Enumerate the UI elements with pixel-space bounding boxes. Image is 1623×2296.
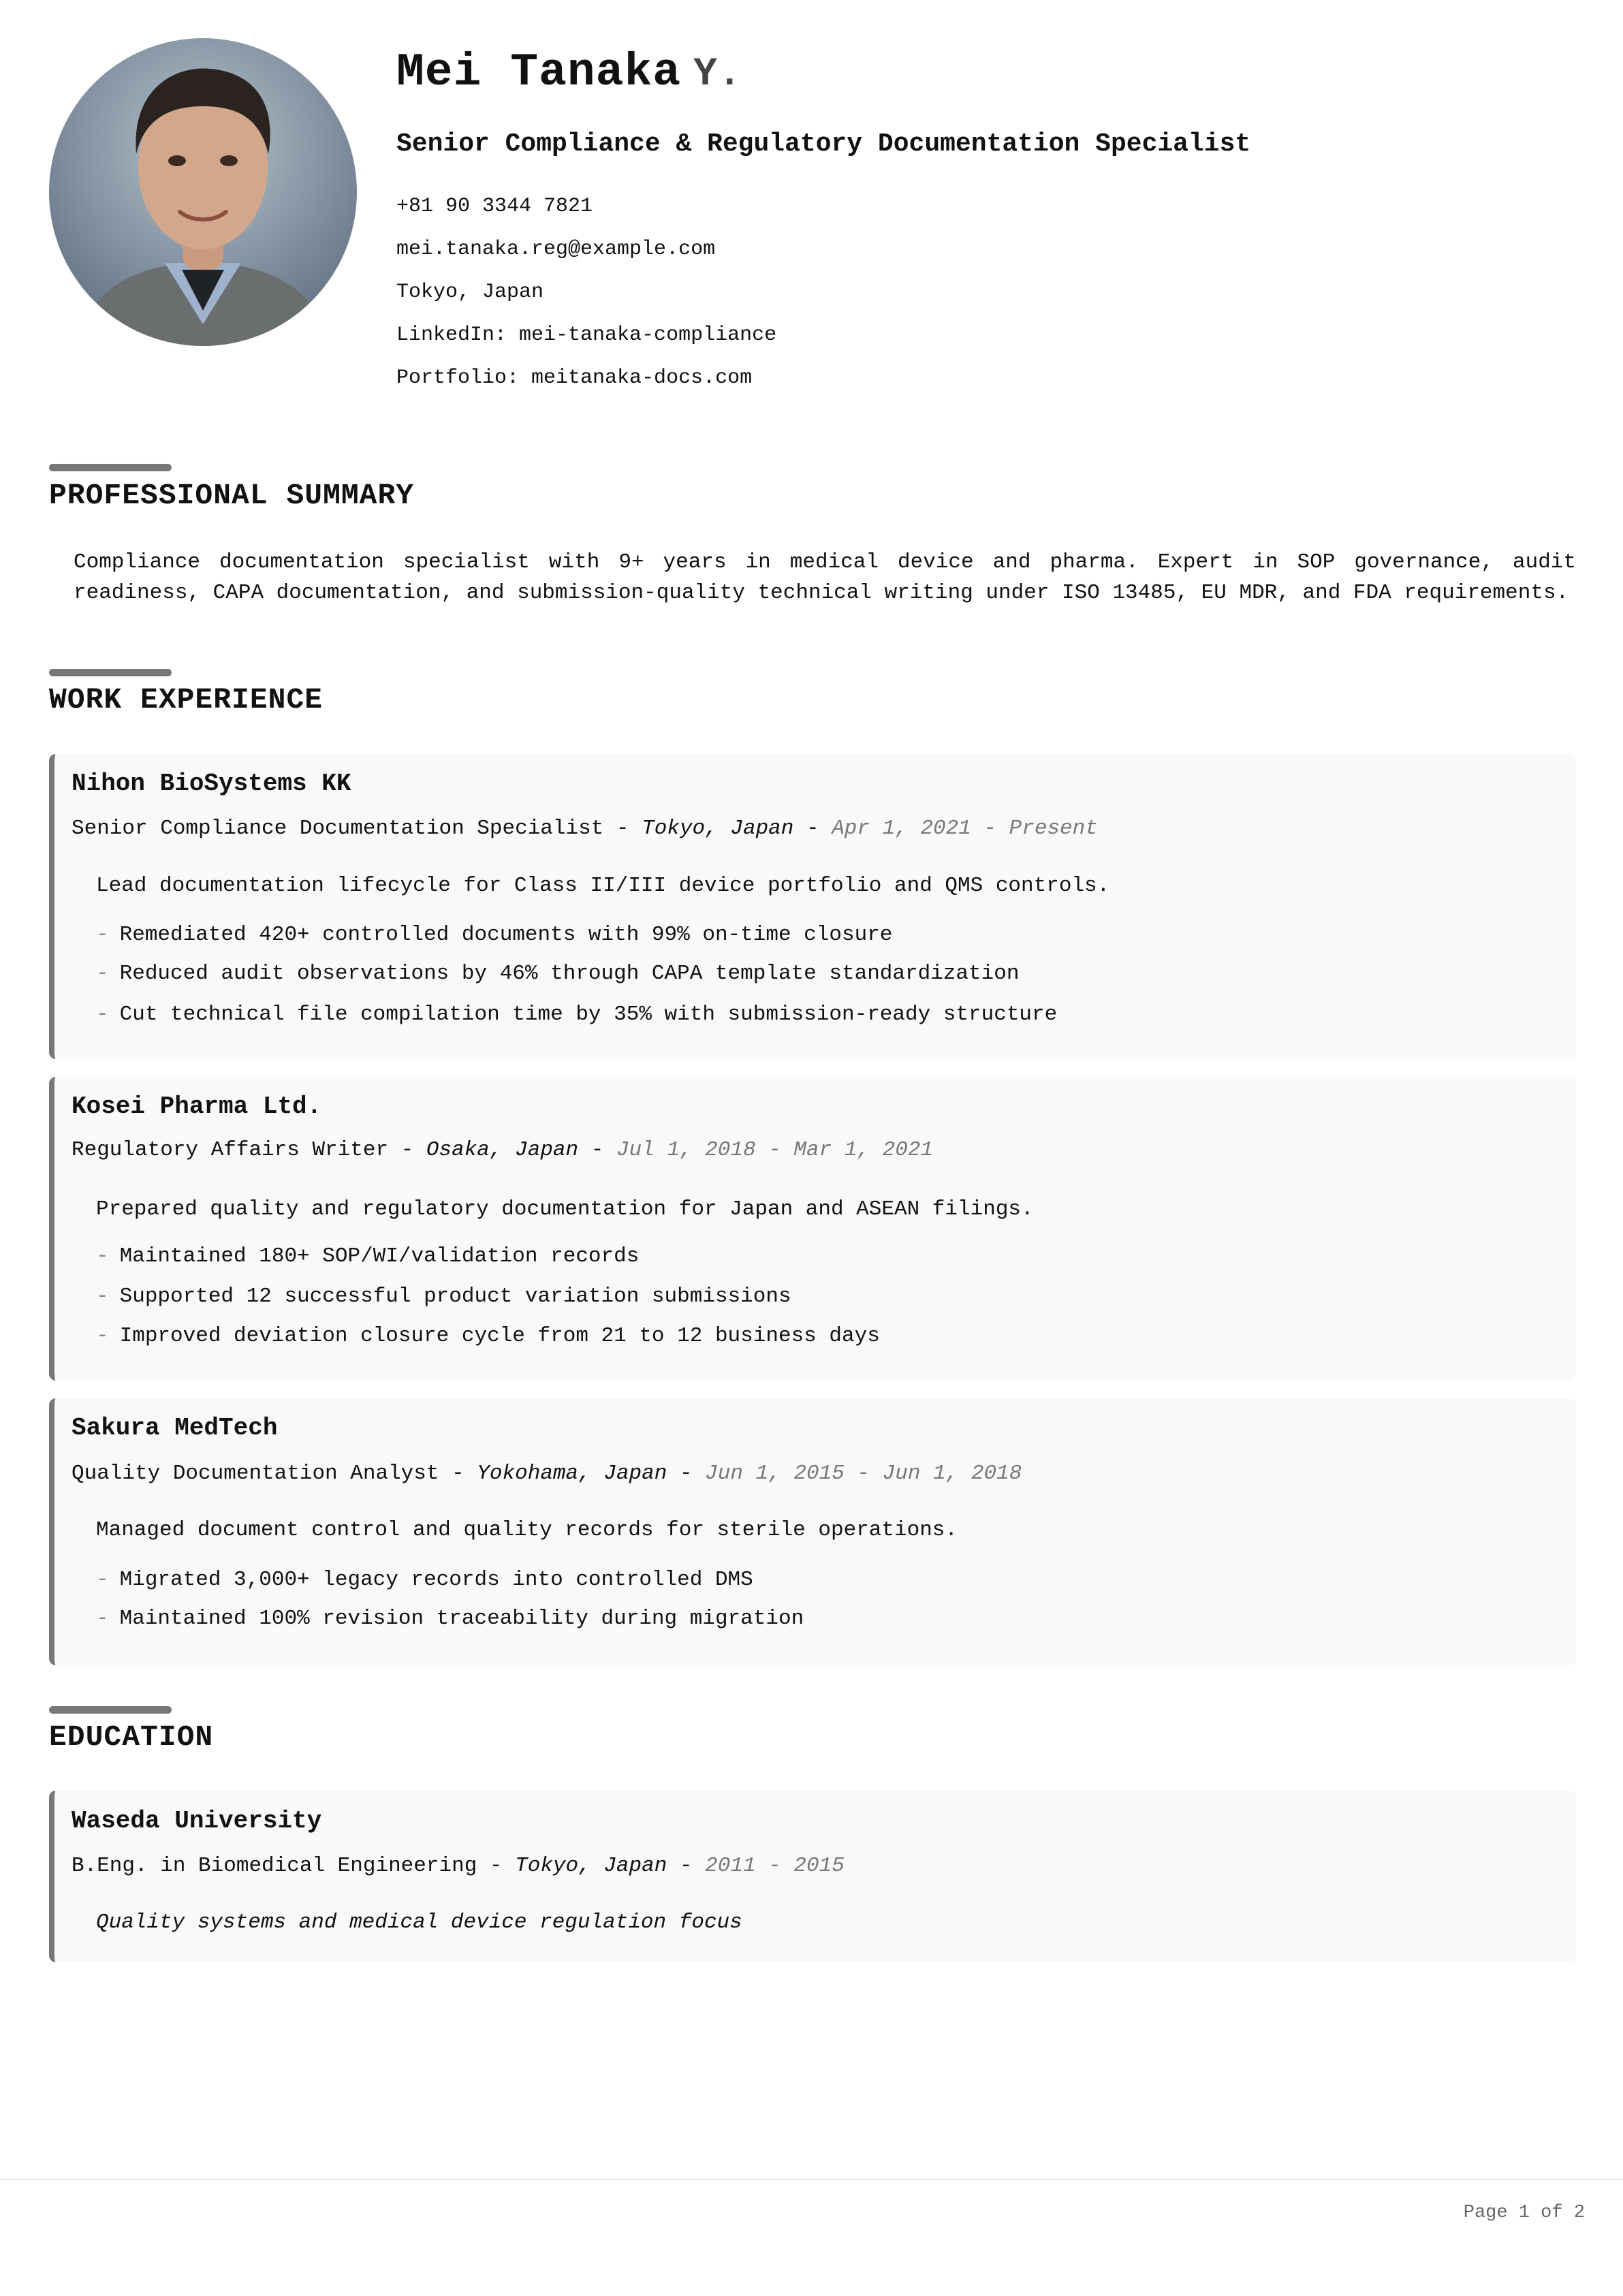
contact-portfolio[interactable]: Portfolio: meitanaka-docs.com	[396, 366, 753, 390]
degree-line: B.Eng. in Biomedical Engineering - Tokyo, Japan - 2011 - 2015	[72, 1854, 845, 1878]
contact-linkedin[interactable]: LinkedIn: mei-tanaka-compliance	[396, 324, 777, 347]
name-text: Mei Tanaka	[396, 46, 682, 99]
contact-location: Tokyo, Japan	[396, 281, 544, 304]
achievement-item: - Cut technical file compilation time by 35% with submission-ready structure	[96, 1003, 1058, 1026]
summary-text: Compliance documentation specialist with 9+ years in medical device and pharma. Expert in SOP governance, audit readiness, CAPA documentation, and submission-quality technical writing under ISO 13485, EU MDR, and FDA requirements.	[74, 550, 1576, 605]
school-name: Waseda University	[72, 1807, 322, 1835]
job-description: Prepared quality and regulatory documentation for Japan and ASEAN filings.	[96, 1197, 1034, 1221]
education-heading: EDUCATION	[49, 1720, 214, 1754]
achievement-item: - Reduced audit observations by 46% through CAPA template standardization	[96, 962, 1020, 986]
job-dates: Jun 1, 2015 - Jun 1, 2018	[705, 1462, 1022, 1485]
experience-card	[49, 1398, 1576, 1665]
job-description: Managed document control and quality records for sterile operations.	[96, 1518, 958, 1542]
achievement-item: - Migrated 3,000+ legacy records into controlled DMS	[96, 1568, 753, 1592]
job-location: Tokyo, Japan	[642, 817, 794, 840]
section-divider	[49, 1706, 172, 1714]
company-name: Nihon BioSystems KK	[72, 770, 351, 798]
job-location: Osaka, Japan	[426, 1138, 579, 1162]
section-divider	[49, 669, 172, 676]
role-line: Regulatory Affairs Writer - Osaka, Japan - Jul 1, 2018 - Mar 1, 2021	[72, 1138, 934, 1162]
role-line: Quality Documentation Analyst - Yokohama, Japan - Jun 1, 2015 - Jun 1, 2018	[72, 1462, 1022, 1485]
job-title: Quality Documentation Analyst	[72, 1462, 439, 1485]
education-dates: 2011 - 2015	[705, 1854, 845, 1878]
education-note: Quality systems and medical device regulation focus	[96, 1910, 742, 1934]
headline: Senior Compliance & Regulatory Documentation Specialist	[396, 129, 1251, 159]
job-description: Lead documentation lifecycle for Class II/III device portfolio and QMS controls.	[96, 874, 1110, 898]
achievement-item: - Improved deviation closure cycle from 21 to 12 business days	[96, 1324, 880, 1348]
profile-photo	[49, 38, 357, 346]
experience-heading: WORK EXPERIENCE	[49, 683, 324, 717]
achievement-item: - Remediated 420+ controlled documents with 99% on-time closure	[96, 923, 893, 947]
experience-card	[49, 1077, 1576, 1381]
name-initial: Y.	[693, 52, 742, 97]
job-title: Regulatory Affairs Writer	[72, 1138, 389, 1162]
candidate-name	[396, 42, 742, 106]
degree: B.Eng. in Biomedical Engineering	[72, 1854, 477, 1878]
education-card	[49, 1791, 1576, 1962]
job-dates: Apr 1, 2021 - Present	[832, 817, 1098, 840]
role-line: Senior Compliance Documentation Specialist - Tokyo, Japan - Apr 1, 2021 - Present	[72, 817, 1098, 840]
job-location: Yokohama, Japan	[477, 1462, 667, 1485]
profile-photo-illustration	[49, 38, 357, 346]
achievement-item: - Maintained 180+ SOP/WI/validation records	[96, 1244, 640, 1268]
achievement-item: - Supported 12 successful product variation submissions	[96, 1285, 791, 1308]
contact-info	[396, 185, 776, 400]
section-divider	[49, 464, 172, 471]
company-name: Kosei Pharma Ltd.	[72, 1092, 322, 1120]
contact-email[interactable]: mei.tanaka.reg@example.com	[396, 238, 716, 261]
page-number: Page 1 of 2	[1463, 2203, 1585, 2223]
contact-phone: +81 90 3344 7821	[396, 195, 593, 218]
experience-card	[49, 754, 1576, 1059]
school-location: Tokyo, Japan	[515, 1854, 667, 1878]
footer-divider	[0, 2179, 1623, 2180]
job-dates: Jul 1, 2018 - Mar 1, 2021	[616, 1138, 934, 1162]
summary-heading: PROFESSIONAL SUMMARY	[49, 479, 415, 512]
achievement-item: - Maintained 100% revision traceability during migration	[96, 1607, 804, 1631]
job-title: Senior Compliance Documentation Specialist	[72, 817, 604, 840]
company-name: Sakura MedTech	[72, 1414, 278, 1442]
